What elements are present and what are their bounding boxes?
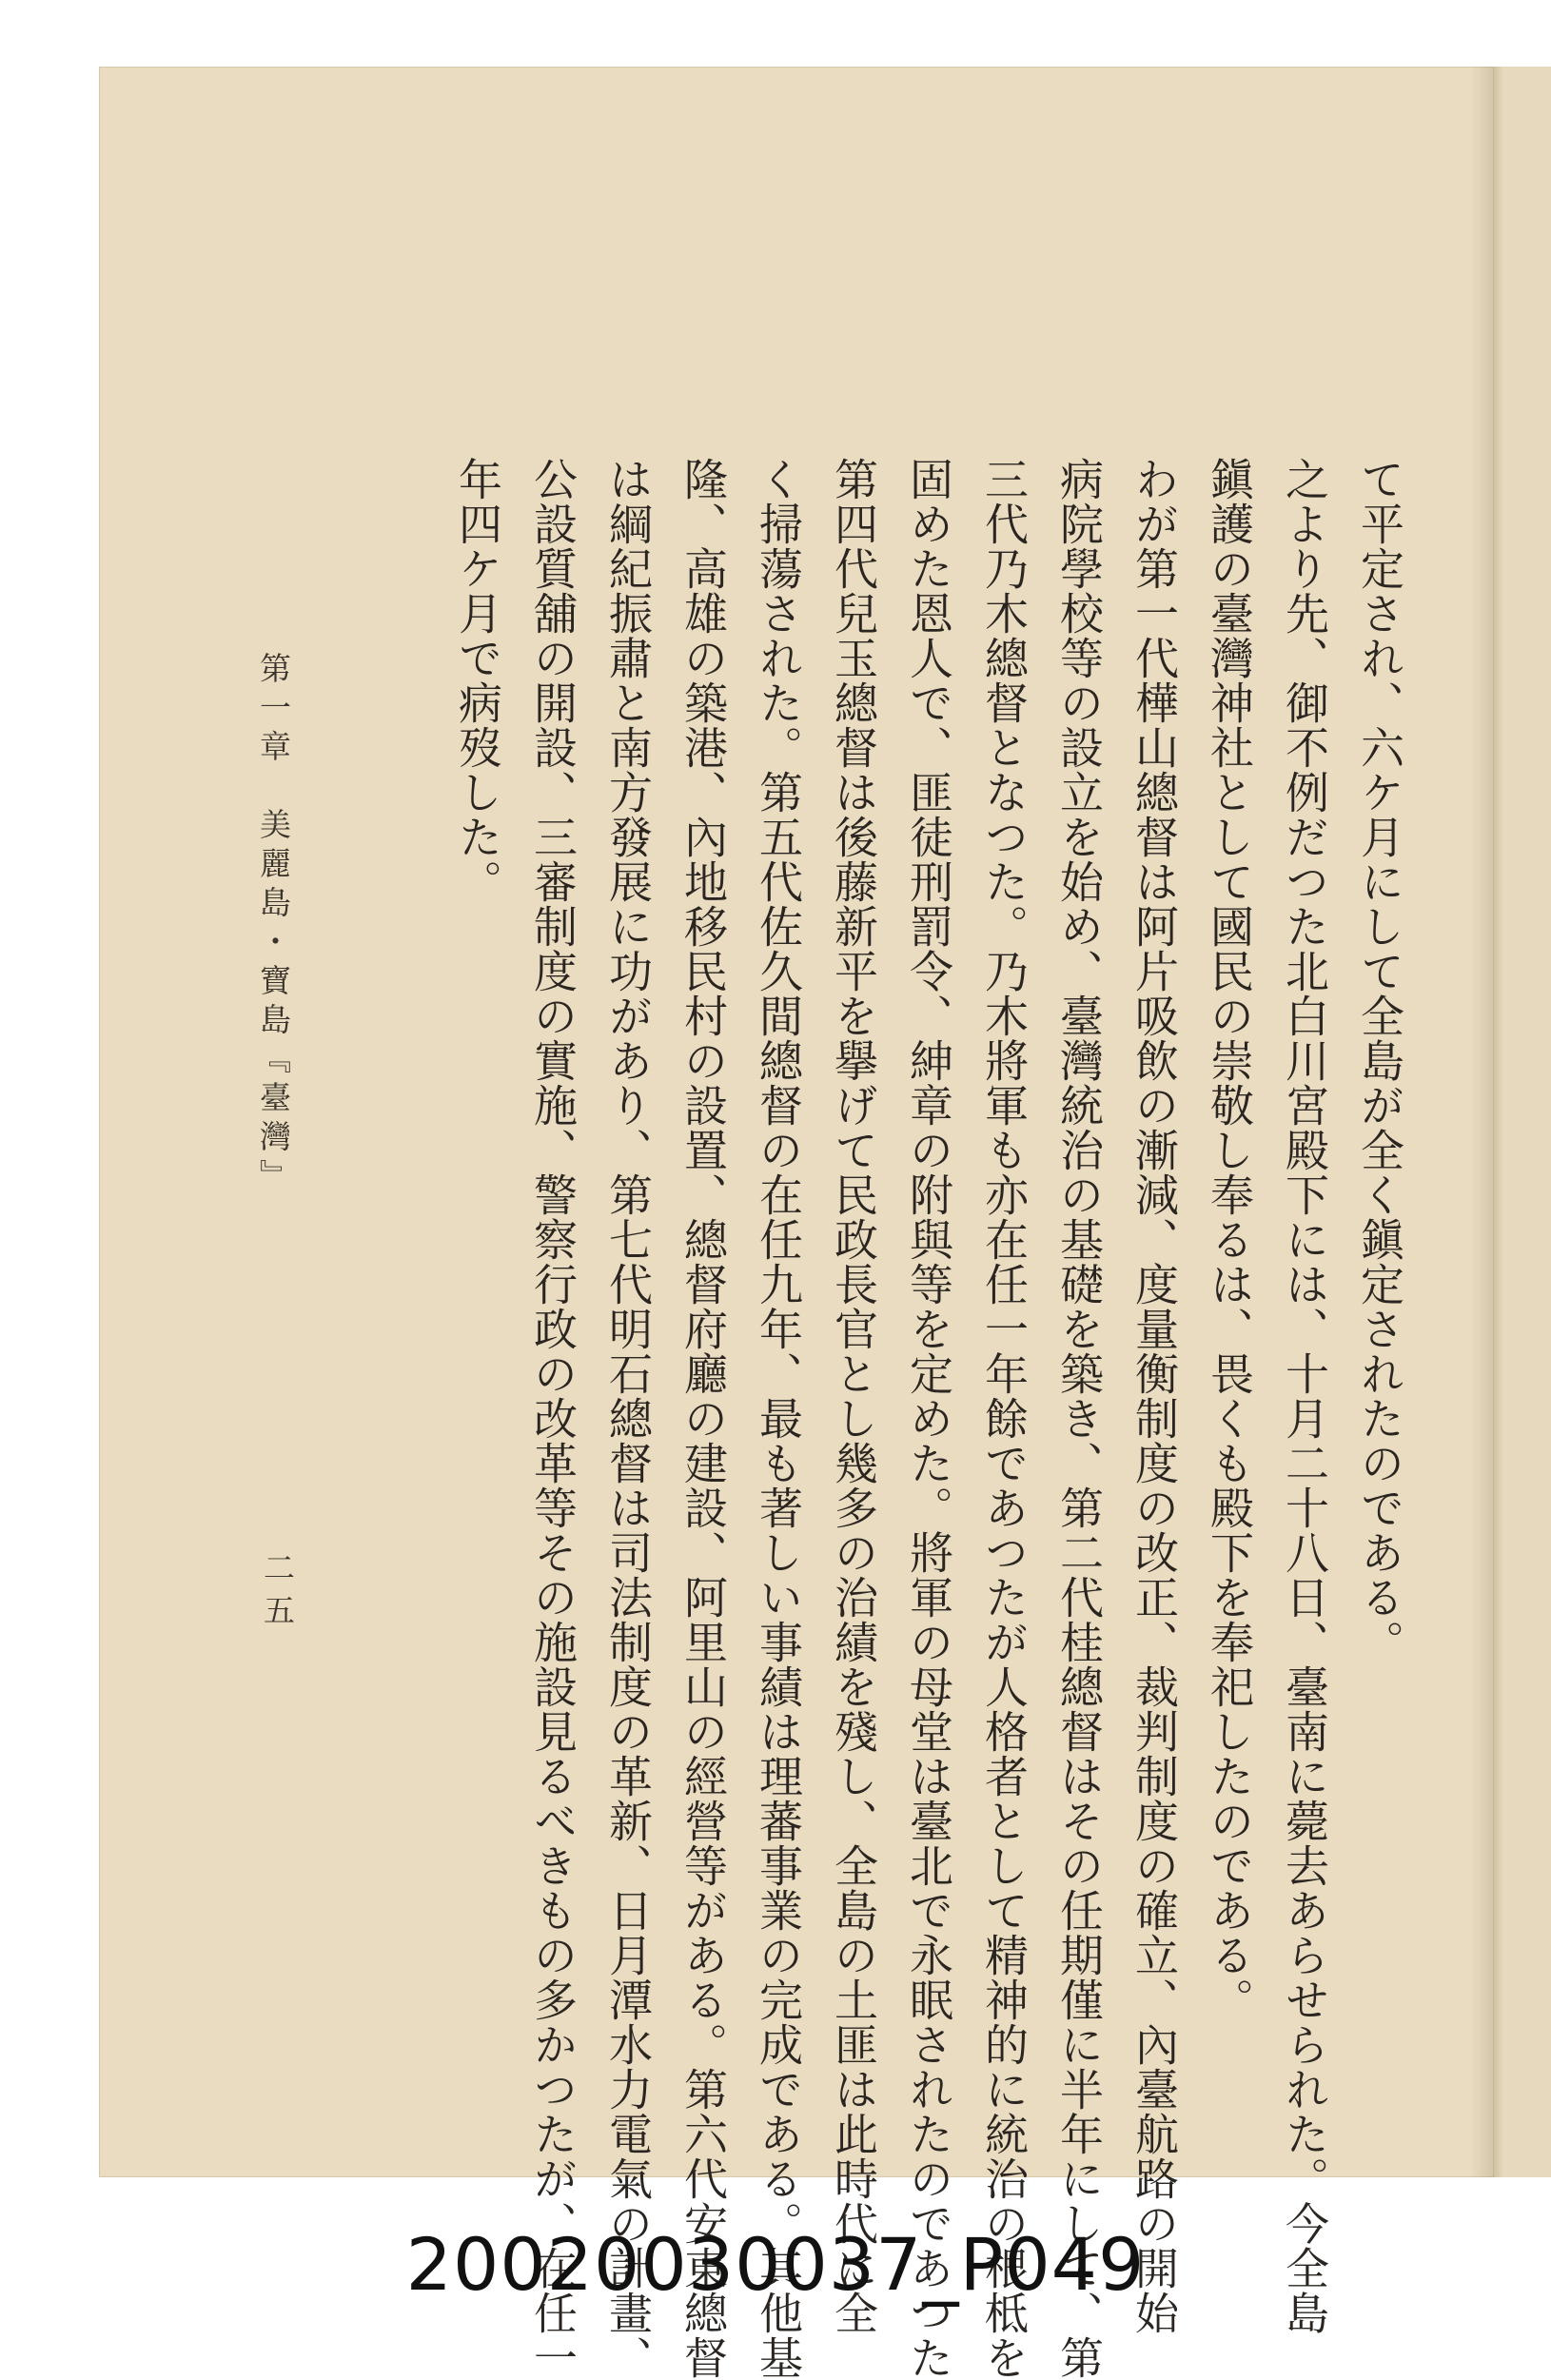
image-caption: 20020030037_P049 [405, 2222, 1146, 2307]
gutter-shadow [1470, 67, 1494, 2177]
text-column: 病院學校等の設立を始め、臺灣統治の基礎を築き、第二代桂總督はその任期僅に半年にして、第 [1053, 457, 1105, 2380]
text-column: 固めた恩人で、匪徒刑罰令、紳章の附與等を定めた。將軍の母堂は臺北で永眠されたのであつた [903, 457, 954, 2380]
text-column: わが第一代樺山總督は阿片吸飲の漸減、度量衡制度の改正、裁判制度の確立、內臺航路の開始 [1129, 457, 1180, 2335]
text-column: 之より先、御不例だつた北白川宮殿下には、十月二十八日、臺南に薨去あらせられた。今全島 [1279, 457, 1330, 2335]
text-column: く掃蕩された。第五代佐久間總督の在任九年、最も著しい事績は理蕃事業の完成である。其他基 [753, 457, 804, 2380]
text-column: 年四ケ月で病歿した。 [452, 457, 503, 904]
text-column: 第四代兒玉總督は後藤新平を擧げて民政長官とし幾多の治績を殘し、全島の土匪は此時代に全 [828, 457, 879, 2335]
next-page-edge [1494, 67, 1551, 2177]
page-number: 二五 [259, 1551, 296, 1637]
text-column: 隆、高雄の築港、內地移民村の設置、總督府廳の建設、阿里山の經營等がある。第六代安東總督 [677, 457, 729, 2380]
text-column: 公設質舖の開設、三審制度の實施、警察行政の改革等その施設見るべきもの多かつたが、在任一 [527, 457, 579, 2380]
running-footer: 第一章 美麗島・寶島『臺灣』 [255, 652, 292, 1198]
text-column: 鎭護の臺灣神社として國民の崇敬し奉るは、畏くも殿下を奉祀したのである。 [1204, 457, 1255, 2022]
text-column: て平定され、六ケ月にして全島が全く鎭定されたのである。 [1354, 457, 1405, 1664]
text-column: は綱紀振肅と南方發展に功があり、第七代明石總督は司法制度の革新、日月潭水力電氣の計畫、 [602, 457, 654, 2380]
text-column: 三代乃木總督となつた。乃木將軍も亦在任一年餘であつたが人格者として精神的に統治の根柢を [978, 457, 1030, 2380]
